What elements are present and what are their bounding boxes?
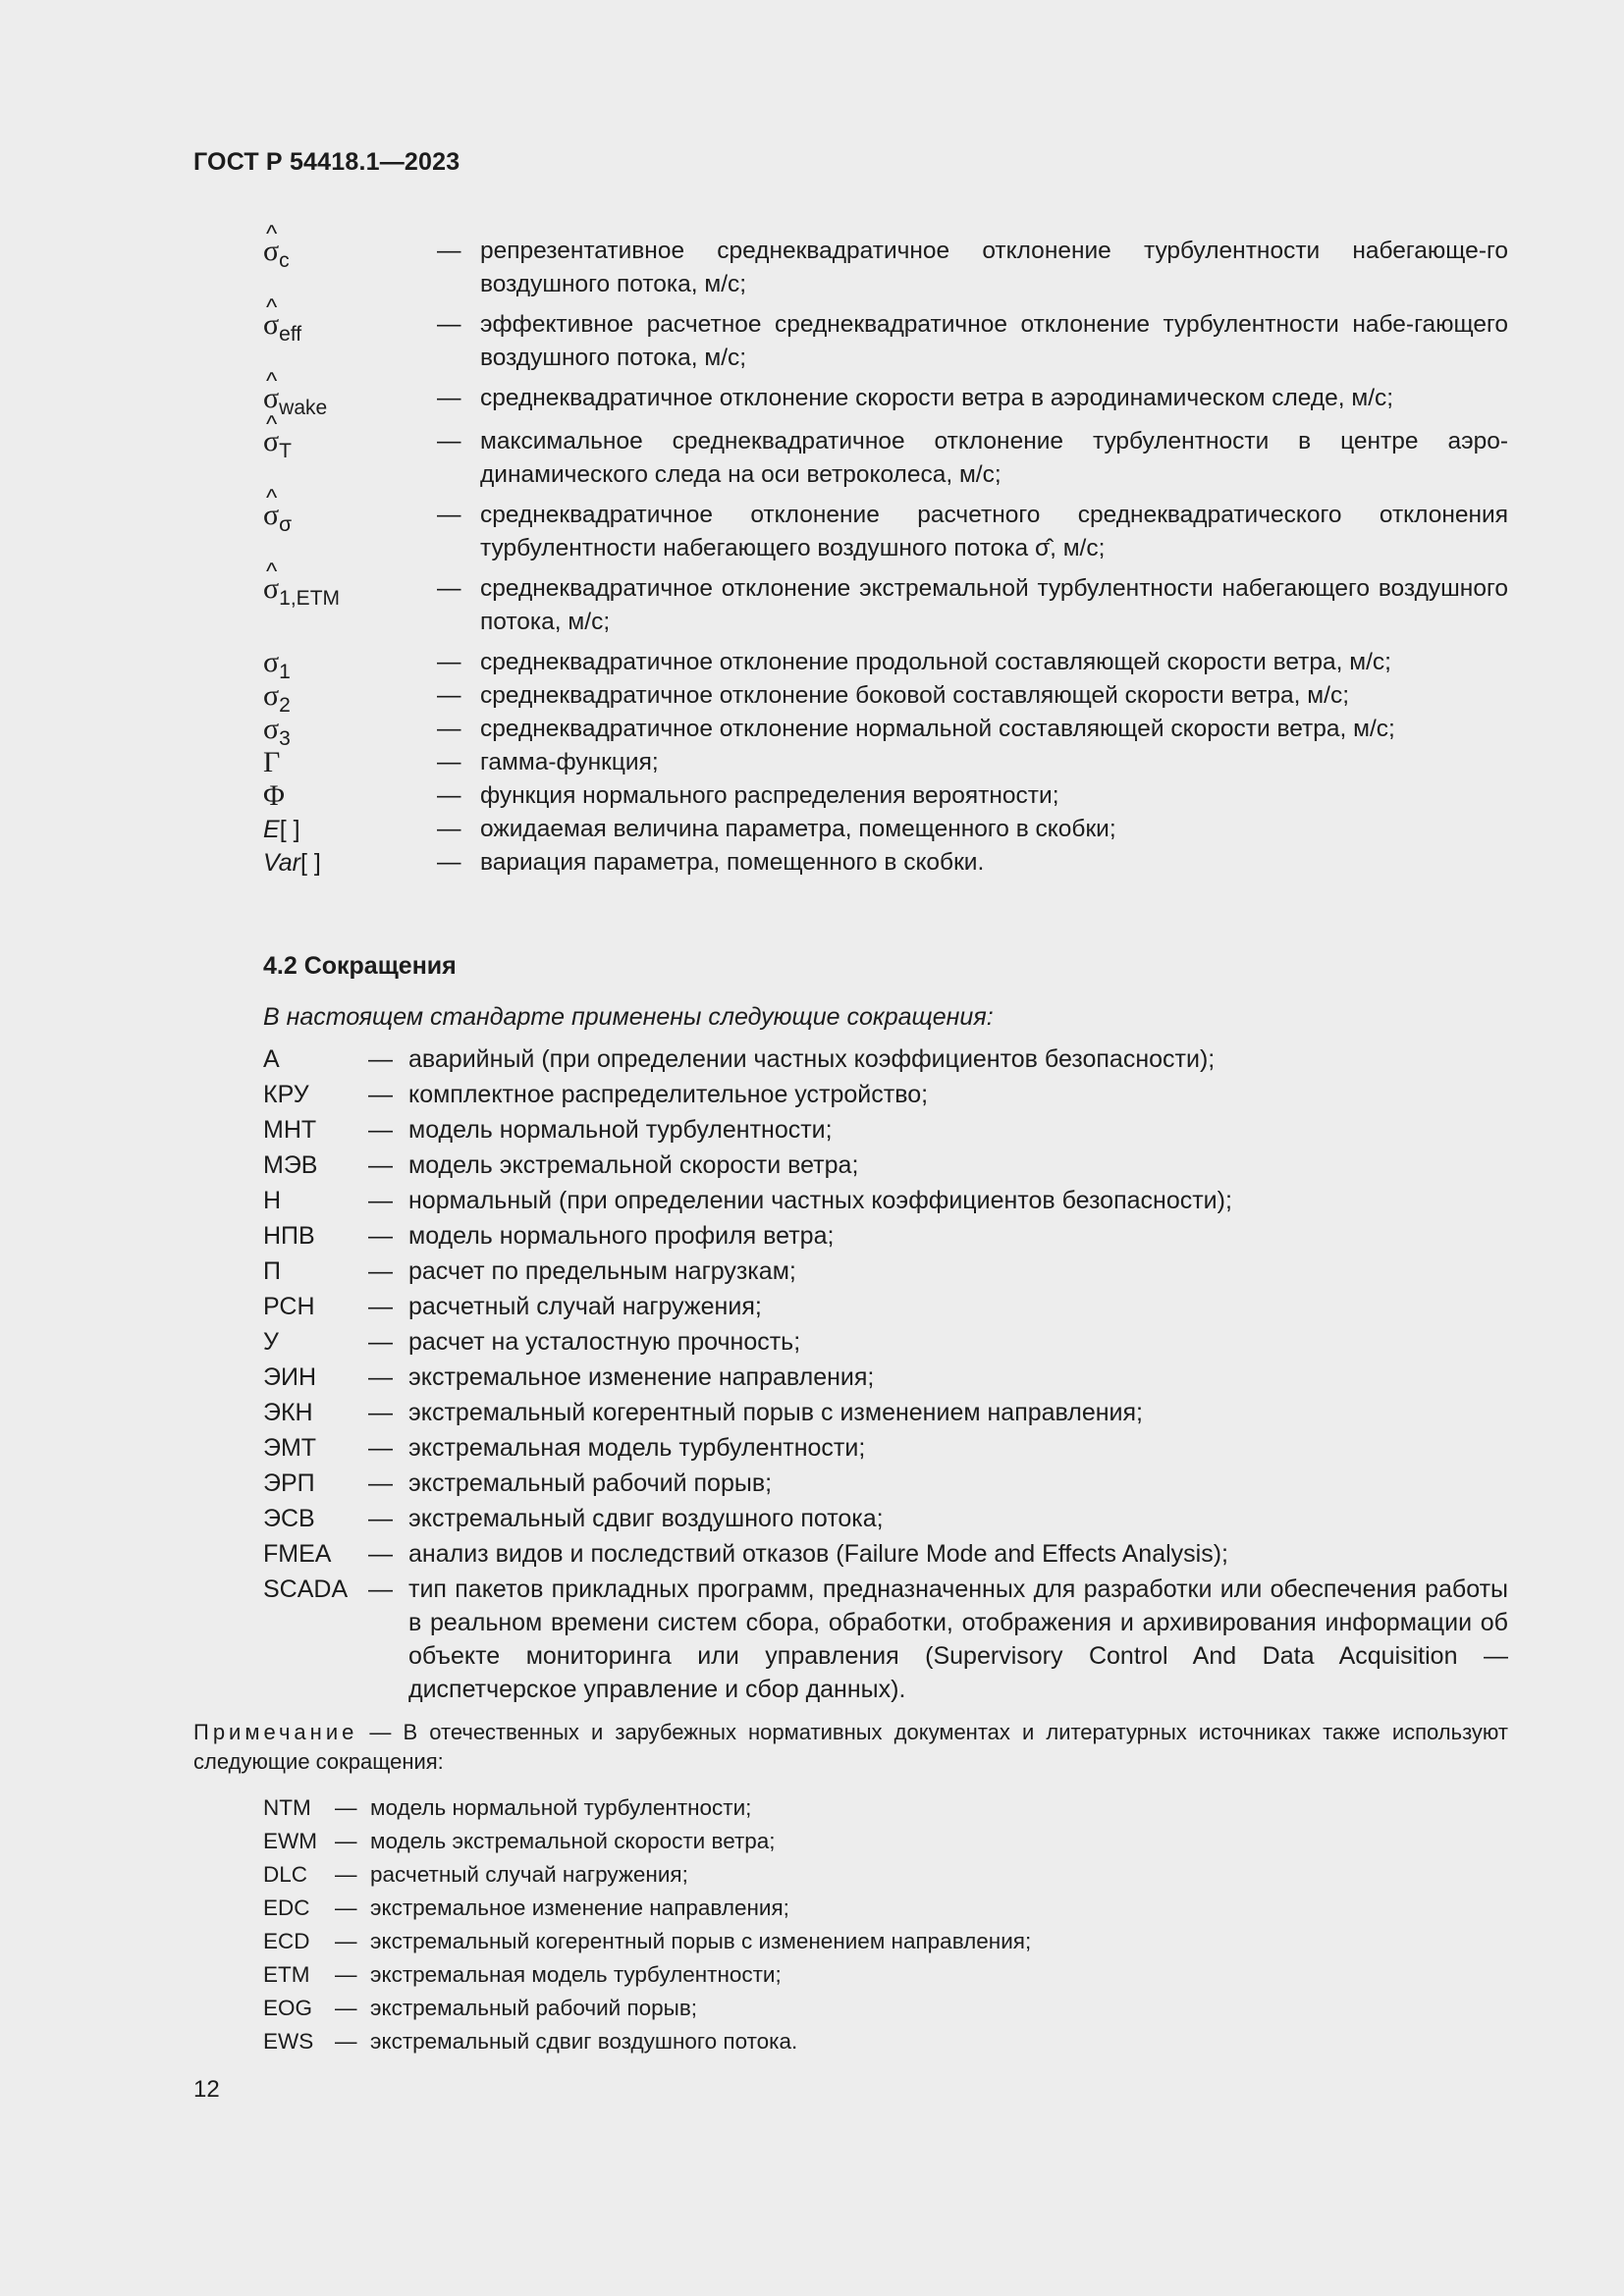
symbol-definition: среднеквадратичное отклонение расчетного среднеквадратического отклонения турбулентности набегающего воздушного потока σ̂, м/с; (480, 502, 1508, 561)
note-paragraph (193, 1718, 1508, 1777)
symbol-row (263, 746, 1508, 779)
abbreviation-row (263, 1219, 1508, 1253)
abbreviation: ЭКН (263, 1399, 313, 1426)
symbol-row (263, 382, 1508, 419)
symbol-definition: максимальное среднеквадратичное отклонение турбулентности в центре аэро-динамического следа на оси ветроколеса, м/с; (480, 428, 1508, 488)
abbreviation-row (263, 1396, 1508, 1429)
dash: — (335, 1829, 357, 1853)
note-abbreviation-definition: экстремальное изменение направления; (370, 1896, 789, 1920)
dash: — (437, 749, 461, 775)
abbreviation-definition: модель нормальной турбулентности; (408, 1116, 833, 1144)
abbreviation: Н (263, 1187, 282, 1214)
abbreviation-definition: нормальный (при определении частных коэффициентов безопасности); (408, 1187, 1232, 1214)
symbol: ^ $\sigma_T$ (263, 425, 437, 458)
abbreviation-definition: экстремальная модель турбулентности; (408, 1434, 866, 1462)
dash: — (335, 1996, 357, 2020)
dash: — (437, 682, 461, 709)
note-abbreviation-row (263, 1958, 1245, 1992)
symbol: E[ ] (263, 816, 300, 843)
note-abbreviation: EDC (263, 1896, 310, 1920)
dash: — (437, 502, 461, 528)
dash: — (368, 1045, 393, 1073)
abbreviation-definition: экстремальное изменение направления; (408, 1363, 875, 1391)
section-title: 4.2 Сокращения (263, 952, 457, 980)
note-abbreviation: EWS (263, 2029, 314, 2054)
dash: — (368, 1469, 393, 1497)
document-header: ГОСТ Р 54418.1—2023 (193, 148, 460, 176)
note-abbreviation: DLC (263, 1862, 308, 1887)
dash: — (368, 1293, 393, 1320)
dash: — (368, 1187, 393, 1214)
dash: — (368, 1434, 393, 1462)
symbol-definition: среднеквадратичное отклонение нормальной составляющей скорости ветра, м/с; (480, 716, 1395, 742)
note-abbreviation-row (263, 1791, 1245, 1825)
abbreviation-definition: расчет по предельным нагрузкам; (408, 1257, 796, 1285)
abbreviation-list (263, 1042, 1508, 1708)
abbreviation-definition: модель экстремальной скорости ветра; (408, 1151, 859, 1179)
note-abbreviation-row (263, 1992, 1245, 2025)
abbreviation-row (263, 1113, 1508, 1147)
abbreviation: А (263, 1045, 280, 1073)
dash: — (368, 1081, 393, 1108)
note-abbreviation-row (263, 1892, 1245, 1925)
dash: — (368, 1328, 393, 1356)
symbol-row (263, 425, 1508, 492)
dash: — (335, 1795, 357, 1820)
abbreviation-row (263, 1255, 1508, 1288)
symbol-row (263, 679, 1508, 717)
symbol: $\sigma_3$ (263, 713, 291, 750)
abbreviation: КРУ (263, 1081, 309, 1108)
dash: — (368, 1505, 393, 1532)
symbol: ^ $\sigma_\sigma$ (263, 499, 437, 532)
note-abbreviation: NTM (263, 1795, 311, 1820)
dash: — (368, 1116, 393, 1144)
symbol-definition: функция нормального распределения вероятности; (480, 782, 1059, 809)
symbol-row (263, 235, 1508, 301)
dash: — (368, 1399, 393, 1426)
abbreviation-definition: экстремальный когерентный порыв с изменением направления; (408, 1399, 1143, 1426)
abbreviation-row (263, 1537, 1508, 1571)
abbreviation-definition: расчет на усталостную прочность; (408, 1328, 801, 1356)
dash: — (437, 575, 461, 602)
dash: — (368, 1540, 393, 1568)
abbreviation: SCADA (263, 1575, 349, 1603)
abbreviation-row (263, 1184, 1508, 1217)
note-abbreviation-definition: модель нормальной турбулентности; (370, 1795, 752, 1820)
section-intro: В настоящем стандарте применены следующие сокращения: (263, 1003, 994, 1031)
abbreviation-row (263, 1361, 1508, 1394)
dash: — (335, 2029, 357, 2054)
dash: — (335, 1862, 357, 1887)
abbreviation-row (263, 1325, 1508, 1359)
abbreviation-definition: анализ видов и последствий отказов (Failure Mode and Effects Analysis); (408, 1540, 1228, 1568)
abbreviation-definition: комплектное распределительное устройство; (408, 1081, 929, 1108)
note-abbreviation: EOG (263, 1996, 313, 2020)
abbreviation-row (263, 1467, 1508, 1500)
dash: — (368, 1257, 393, 1285)
symbol-definition: вариация параметра, помещенного в скобки. (480, 849, 985, 876)
dash: — (437, 311, 461, 338)
symbol-row (263, 779, 1508, 813)
symbol-list (263, 235, 1508, 880)
note-abbreviation-row (263, 1825, 1245, 1858)
dash: — (437, 238, 461, 264)
symbol-definition: гамма-функция; (480, 749, 659, 775)
symbol-definition: ожидаемая величина параметра, помещенного в скобки; (480, 816, 1116, 842)
symbol-definition: среднеквадратичное отклонение боковой составляющей скорости ветра, м/с; (480, 682, 1350, 709)
symbol-row (263, 646, 1508, 683)
dash: — (437, 782, 461, 809)
abbreviation-row (263, 1502, 1508, 1535)
abbreviation-row (263, 1148, 1508, 1182)
symbol: Φ (263, 779, 285, 812)
symbol-row (263, 499, 1508, 565)
note-abbreviation-definition: модель экстремальной скорости ветра; (370, 1829, 776, 1853)
abbreviation-definition: экстремальный сдвиг воздушного потока; (408, 1505, 884, 1532)
abbreviation: МНТ (263, 1116, 317, 1144)
abbreviation: ЭРП (263, 1469, 315, 1497)
abbreviation: ЭМТ (263, 1434, 317, 1462)
abbreviation: FMEA (263, 1540, 332, 1568)
abbreviation-row (263, 1078, 1508, 1111)
abbreviation: П (263, 1257, 281, 1285)
dash: — (368, 1222, 393, 1250)
note-abbreviation-row (263, 2025, 1245, 2058)
abbreviation-definition: расчетный случай нагружения; (408, 1293, 762, 1320)
symbol: ^ $\sigma_{1,ETM}$ (263, 572, 437, 606)
note-abbreviation: ECD (263, 1929, 310, 1953)
dash: — (437, 816, 461, 842)
note-abbreviation-list (263, 1791, 1245, 2058)
note-abbreviation-definition: экстремальный рабочий порыв; (370, 1996, 698, 2020)
note-abbreviation-definition: расчетный случай нагружения; (370, 1862, 688, 1887)
abbreviation-row (263, 1290, 1508, 1323)
symbol-row (263, 713, 1508, 750)
abbreviation: У (263, 1328, 279, 1356)
abbreviation-row (263, 1431, 1508, 1465)
abbreviation-row (263, 1042, 1508, 1076)
note-text: — В отечественных и зарубежных нормативных документах и литературных источниках также используют следующие сокращения: (193, 1720, 1508, 1774)
dash: — (368, 1363, 393, 1391)
abbreviation-definition: модель нормального профиля ветра; (408, 1222, 835, 1250)
note-abbreviation-definition: экстремальный когерентный порыв с изменением направления; (370, 1929, 1032, 1953)
note-abbreviation: EWM (263, 1829, 317, 1853)
dash: — (437, 385, 461, 411)
note-abbreviation-definition: экстремальная модель турбулентности; (370, 1962, 782, 1987)
abbreviation: РСН (263, 1293, 315, 1320)
page-number: 12 (193, 2076, 220, 2103)
abbreviation: МЭВ (263, 1151, 318, 1179)
symbol: ^ $\sigma_{wake}$ (263, 382, 437, 415)
dash: — (368, 1151, 393, 1179)
dash: — (335, 1929, 357, 1953)
dash: — (335, 1962, 357, 1987)
dash: — (437, 849, 461, 876)
abbreviation: НПВ (263, 1222, 315, 1250)
symbol-row (263, 846, 1508, 880)
symbol-definition: среднеквадратичное отклонение экстремальной турбулентности набегающего воздушного потока, м/с; (480, 575, 1508, 635)
note-abbreviation-row (263, 1925, 1245, 1958)
symbol-definition: репрезентативное среднеквадратичное отклонение турбулентности набегающе-го воздушного потока, м/с; (480, 238, 1508, 297)
dash: — (437, 716, 461, 742)
note-abbreviation-row (263, 1858, 1245, 1892)
dash: — (335, 1896, 357, 1920)
symbol: ^ $\sigma_c$ (263, 235, 437, 268)
dash: — (437, 649, 461, 675)
symbol: $\sigma_2$ (263, 679, 291, 717)
note-abbreviation-definition: экстремальный сдвиг воздушного потока. (370, 2029, 798, 2054)
symbol-definition: эффективное расчетное среднеквадратичное отклонение турбулентности набе-гающего воздушного потока, м/с; (480, 311, 1508, 371)
symbol: Γ (263, 746, 281, 778)
dash: — (368, 1575, 393, 1603)
symbol-definition: среднеквадратичное отклонение продольной составляющей скорости ветра, м/с; (480, 649, 1391, 675)
abbreviation: ЭСВ (263, 1505, 315, 1532)
note-label: Примечание (193, 1720, 358, 1744)
symbol-definition: среднеквадратичное отклонение скорости ветра в аэродинамическом следе, м/с; (480, 385, 1394, 411)
abbreviation-definition: тип пакетов прикладных программ, предназначенных для разработки или обеспечения работы в реальном времени систем сбора, обработки, отображения и архивирования информации об объекте мониторинга или управления (Supervisory Control And Data Acquisition — диспетчерское управление и сбор данных). (408, 1575, 1508, 1703)
abbreviation: ЭИН (263, 1363, 316, 1391)
symbol: ^ $\sigma_{eff}$ (263, 308, 437, 342)
symbol: $\sigma_1$ (263, 646, 291, 683)
abbreviation-definition: аварийный (при определении частных коэффициентов безопасности); (408, 1045, 1216, 1073)
note-abbreviation: ETM (263, 1962, 310, 1987)
symbol-row (263, 572, 1508, 639)
symbol-row (263, 308, 1508, 375)
dash: — (437, 428, 461, 454)
symbol: Var[ ] (263, 849, 321, 877)
abbreviation-definition: экстремальный рабочий порыв; (408, 1469, 773, 1497)
symbol-row (263, 813, 1508, 846)
abbreviation-row (263, 1573, 1508, 1706)
